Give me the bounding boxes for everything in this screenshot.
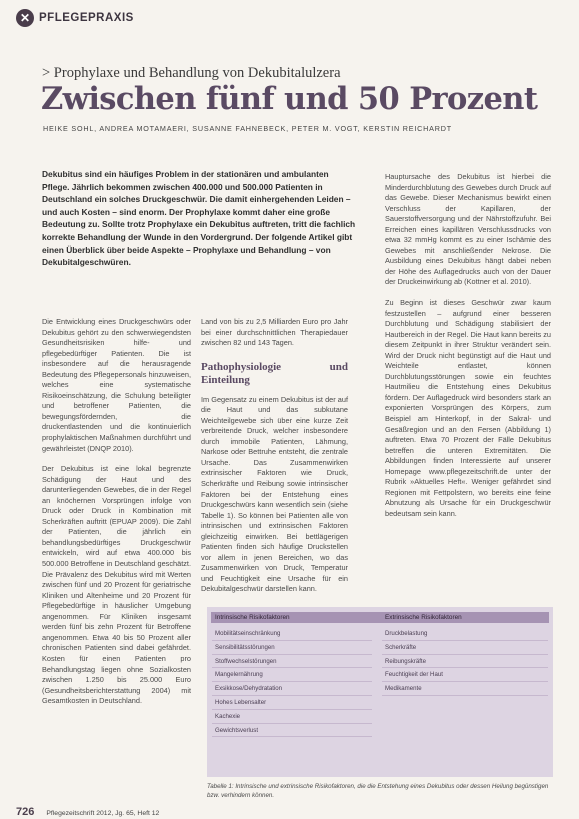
table-row: Reibungskräfte [382, 655, 548, 669]
section-subhead: Pathophysiologie und Einteilung [201, 360, 348, 386]
extrinsic-factors-column [382, 627, 548, 696]
body-paragraph: Die Entwicklung eines Druckgeschwürs oder Dekubitus gehört zu den schwerwiegendsten Gesundheitsrisiken hilfe- und pflegebedürftiger Patienten. Die ist insbesondere auf die herausragende Bedeutung des Pflegepersonals hinzuweisen, welches eine systematische Risikoeinschätzung, die Schulung beteiligter und betroffener Patienten, die bewegungsfördernden, die druckentlastenden und die kontinuierlich prophylaktischen Maßnahmen durchführt und gewährleistet (DNQP 2010). [42, 317, 191, 453]
journal-reference: Pflegezeitschrift 2012, Jg. 65, Heft 12 [46, 810, 160, 817]
page-number: 726 [16, 806, 35, 818]
article-lead: Dekubitus sind ein häufiges Problem in der stationären und ambulanten Pflege. Jährlich bekommen zwischen 400.000 und 500.000 Patienten in Deutschland ein solches Druckgeschwür. Die damit einhergehenden Leiden – und auch Kosten – sind enorm. Der Prophylaxe kommt daher eine große Bedeutung zu. Sollte trotz Prophylaxe ein Dekubitus auftreten, tritt die fachlich korrekte Behandlung der Wunde in den Vordergrund. Der folgende Artikel gibt einen Überblick über beide Aspekte – Prophylaxe und Behandlung – von Dekubitalgeschwüren. [42, 169, 356, 268]
body-paragraph: Zu Beginn ist dieses Geschwür zwar kaum festzustellen – aufgrund einer besseren Durchblutung und Schädigung stabilisiert der Hautbereich in der Regel. Die Haut kann bereits zu diesem Zeitpunkt in ihrer Struktur verändert sein. Wird der Druck nicht begünstigt auf die Haut und Weichteile entlastet, können Durchblutungsstörungen sowie ein feuchtes Hautmilieu die Entstehung eines Dekubitus fördern. Der Auflagedruck wird besonders stark an exponierten Vorsprüngen des Körpers, zum Beispiel am Hinterkopf, in der Sakral- und Gesäßregion und an den Fersen (Abbildung 1) auftreten. Etwa 70 Prozent der Fälle Dekubitus betreffen die unteren Extremitäten. Die Abbildungen finden Interessierte auf unserer Homepage www.pflegezeitschrift.de unter der Rubrik »Aktuelles Heft«. Weniger gefährdet sind Regionen mit Fettpolstern, wo bereits eine feine Abnutzung als Ursache für ein Druckgeschwür bedeutsam sein kann. [385, 298, 551, 518]
table-row: Hohes Lebensalter [212, 696, 372, 710]
body-paragraph: Hauptursache des Dekubitus ist hierbei die Minderdurchblutung des Gewebes durch Druck auf das Gewebe. Dieser Mechanismus bewirkt einen Verschluss der Kapillaren, der Sauerstoffversorgung und der Nährstoffzufuhr. Bei Erreichen eines kapillären Verschlussdrucks von etwa 32 mmHg kommt es zu einer Ischämie des Gewebes mit anschließender Nekrose. Die Ausbildung eines Dekubitus hängt dabei neben der Höhe des Auflagedrucks auch von der Dauer der Druckeinwirkung ab (Kottner et al. 2010). [385, 172, 551, 287]
table-row: Mangelernährung [212, 668, 372, 682]
table-caption: Tabelle 1: Intrinsische und extrinsische Risikofaktoren, die die Entstehung eines Dekubitus oder dessen Heilung begünstigen bzw. verhindern können. [207, 783, 549, 799]
table-row: Kachexie [212, 710, 372, 724]
section-label: PFLEGEPRAXIS [39, 12, 134, 24]
body-paragraph: Im Gegensatz zu einem Dekubitus ist der auf die Haut und das subkutane Weichteilgewebe sich über eine kurze Zeit verbreitende Druck, welcher insbesondere durch immobile Patienten, Lähmung, Narkose oder Bettruhe entsteht, die zentrale Ursache. Das Zusammenwirken extrinsischer Faktoren wie Druck, Scherkräfte und Reibung sowie intrinsischer Faktoren bei der Entstehung eines Druckgeschwürs kann wesentlich sein (siehe Tabelle 1). So können bei Patienten alle von intrinsischen und extrinsischen Faktoren gleichzeitig einwirken. Bei bettlägerigen Patienten finden sich häufige Druckstellen vor allem in jenen Bereichen, wo das Zusammenwirken von Druck, Temperatur und Feuchtigkeit eine Ursache für ein Dekubitalgeschwür darstellen kann. [201, 394, 348, 594]
article-authors: HEIKE SOHL, ANDREA MOTAMAERI, SUSANNE FAHNEBECK, PETER M. VOGT, KERSTIN REICHARDT [43, 124, 452, 133]
table-row: Mobilitätseinschränkung [212, 627, 372, 641]
body-column-left [42, 317, 191, 707]
body-column-middle [201, 317, 348, 595]
intrinsic-factors-column [212, 627, 372, 737]
table-header-intrinsic: Intrinsische Risikofaktoren [215, 614, 290, 621]
table-header-extrinsic: Extrinsische Risikofaktoren [385, 614, 462, 621]
table-row: Stoffwechselstörungen [212, 655, 372, 669]
table-row: Exsikkose/Dehydratation [212, 682, 372, 696]
table-row: Gewichtsverlust [212, 724, 372, 738]
article-kicker: > Prophylaxe und Behandlung von Dekubitalulzera [42, 65, 341, 81]
table-row: Druckbelastung [382, 627, 548, 641]
risk-factor-table [207, 607, 553, 777]
body-paragraph: Land von bis zu 2,5 Milliarden Euro pro Jahr bei einer durchschnittlichen Therapiedauer zwischen 82 und 143 Tagen. [201, 317, 348, 348]
table-row: Sensibilitätsstörungen [212, 641, 372, 655]
body-paragraph: Der Dekubitus ist eine lokal begrenzte Schädigung der Haut und des darunterliegenden Gewebes, die in der Regel an knöchernen Vorsprüngen infolge von Druck oder Druck in Kombination mit Scherkräften auftritt (EPUAP 2009). Die Zahl der Patienten, die jährlich ein behandlungsbedürftiges Druckgeschwür entwickeln, wird auf etwa 400.000 bis 500.000 Betroffene in Deutschland geschätzt. Die Prävalenz des Dekubitus wird mit Werten zwischen fünf und 20 Prozent für geriatrische Kliniken und Altenheime und 20 Prozent für Pflegebedürftige in häuslicher Umgebung angenommen. Für Kliniken insgesamt werden fünf bis zehn Prozent für Betroffene angenommen. Etwa 40 bis 50 Prozent aller chronischen Patienten sind dabei gefährdet. Kosten für einen Patienten pro Behandlungstag liegen ohne Sozialkosten zwischen 1.250 bis 25.000 Euro (Gesundheitsberichterstattung 2004) mit Gesamtkosten in Deutschland. [42, 464, 191, 706]
table-row: Feuchtigkeit der Haut [382, 668, 548, 682]
table-header [211, 612, 549, 623]
section-tag [16, 9, 134, 27]
x-circle-icon: ✕ [16, 9, 34, 27]
article-title: Zwischen fünf und 50 Prozent [41, 81, 538, 117]
body-column-right [385, 172, 551, 520]
page-footer [16, 806, 159, 818]
table-row: Scherkräfte [382, 641, 548, 655]
table-row: Medikamente [382, 682, 548, 696]
